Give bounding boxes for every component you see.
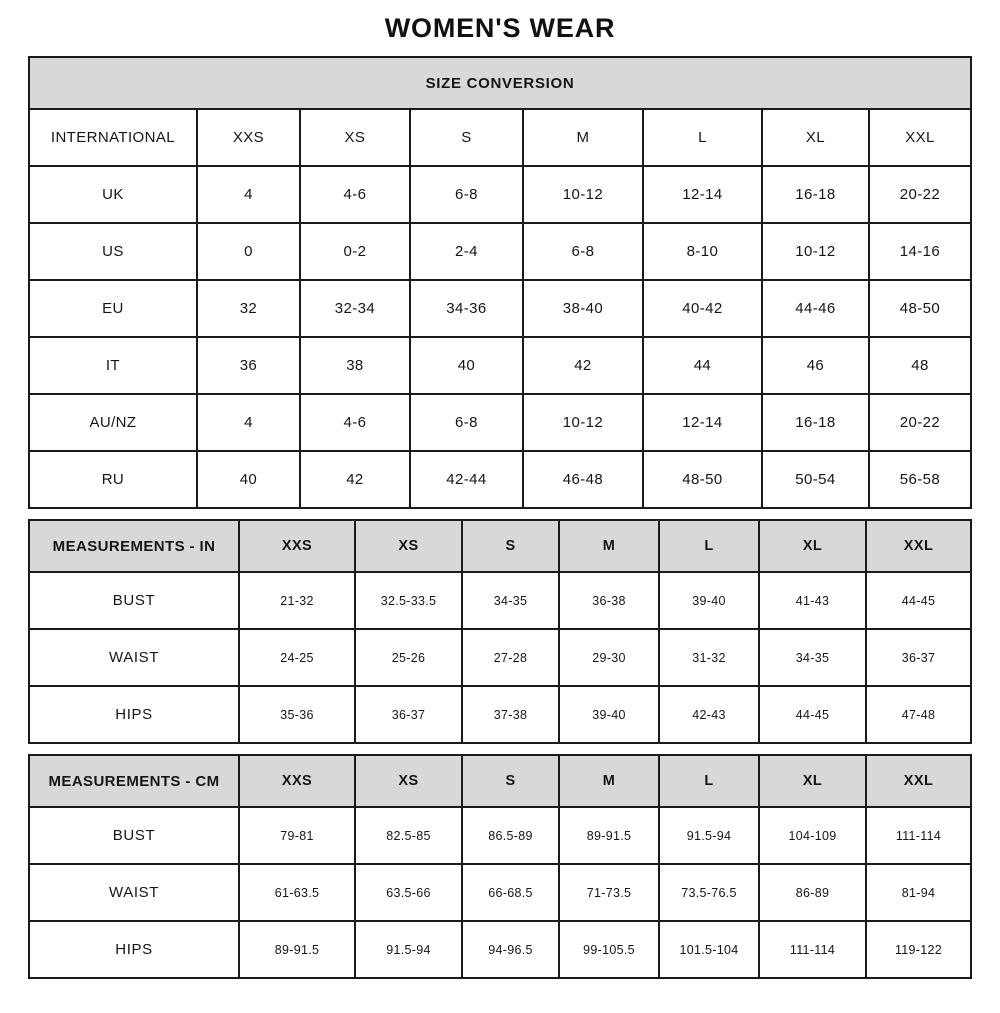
value-cell: 46-48 bbox=[523, 451, 643, 508]
value-cell: 86.5-89 bbox=[462, 807, 559, 864]
measurements-cm-table bbox=[28, 754, 972, 979]
value-cell: 4 bbox=[197, 394, 300, 451]
size-header-cell: XXS bbox=[239, 520, 355, 572]
value-cell: 8-10 bbox=[643, 223, 762, 280]
table-row bbox=[29, 807, 971, 864]
value-cell: 40 bbox=[410, 337, 523, 394]
value-cell: 10-12 bbox=[523, 166, 643, 223]
value-cell: 6-8 bbox=[523, 223, 643, 280]
value-cell: 89-91.5 bbox=[559, 807, 659, 864]
size-header-cell: XXS bbox=[197, 109, 300, 166]
table-row bbox=[29, 394, 971, 451]
size-header-cell: S bbox=[462, 520, 559, 572]
value-cell: 42 bbox=[523, 337, 643, 394]
size-header-cell: XL bbox=[759, 520, 866, 572]
row-label: WAIST bbox=[29, 629, 239, 686]
value-cell: 6-8 bbox=[410, 166, 523, 223]
row-label: HIPS bbox=[29, 921, 239, 978]
table-row bbox=[29, 57, 971, 109]
row-label: RU bbox=[29, 451, 197, 508]
value-cell: 14-16 bbox=[869, 223, 971, 280]
size-header-cell: XL bbox=[759, 755, 866, 807]
value-cell: 12-14 bbox=[643, 166, 762, 223]
value-cell: 89-91.5 bbox=[239, 921, 355, 978]
value-cell: 32-34 bbox=[300, 280, 410, 337]
value-cell: 34-35 bbox=[759, 629, 866, 686]
value-cell: 4-6 bbox=[300, 394, 410, 451]
value-cell: 4-6 bbox=[300, 166, 410, 223]
value-cell: 94-96.5 bbox=[462, 921, 559, 978]
value-cell: 21-32 bbox=[239, 572, 355, 629]
value-cell: 44-46 bbox=[762, 280, 869, 337]
value-cell: 48 bbox=[869, 337, 971, 394]
value-cell: 91.5-94 bbox=[659, 807, 759, 864]
value-cell: 47-48 bbox=[866, 686, 971, 743]
section-title: MEASUREMENTS - IN bbox=[29, 520, 239, 572]
size-header-cell: XXL bbox=[869, 109, 971, 166]
size-conversion-table bbox=[28, 56, 972, 509]
row-label: HIPS bbox=[29, 686, 239, 743]
value-cell: 39-40 bbox=[659, 572, 759, 629]
section-title: MEASUREMENTS - CM bbox=[29, 755, 239, 807]
value-cell: 71-73.5 bbox=[559, 864, 659, 921]
value-cell: 29-30 bbox=[559, 629, 659, 686]
size-header-cell: L bbox=[643, 109, 762, 166]
size-header-cell: XXS bbox=[239, 755, 355, 807]
value-cell: 10-12 bbox=[762, 223, 869, 280]
row-label: BUST bbox=[29, 807, 239, 864]
value-cell: 119-122 bbox=[866, 921, 971, 978]
row-label: BUST bbox=[29, 572, 239, 629]
value-cell: 48-50 bbox=[869, 280, 971, 337]
size-header-cell: M bbox=[559, 520, 659, 572]
value-cell: 42-43 bbox=[659, 686, 759, 743]
value-cell: 2-4 bbox=[410, 223, 523, 280]
value-cell: 4 bbox=[197, 166, 300, 223]
value-cell: 20-22 bbox=[869, 166, 971, 223]
table-row bbox=[29, 572, 971, 629]
value-cell: 20-22 bbox=[869, 394, 971, 451]
table-row bbox=[29, 629, 971, 686]
measurements-in-table bbox=[28, 519, 972, 744]
table-row bbox=[29, 755, 971, 807]
size-header-cell: XS bbox=[300, 109, 410, 166]
value-cell: 40 bbox=[197, 451, 300, 508]
value-cell: 36-38 bbox=[559, 572, 659, 629]
row-label: INTERNATIONAL bbox=[29, 109, 197, 166]
value-cell: 44-45 bbox=[866, 572, 971, 629]
value-cell: 0-2 bbox=[300, 223, 410, 280]
value-cell: 101.5-104 bbox=[659, 921, 759, 978]
value-cell: 111-114 bbox=[866, 807, 971, 864]
size-header-cell: M bbox=[523, 109, 643, 166]
value-cell: 82.5-85 bbox=[355, 807, 462, 864]
value-cell: 36-37 bbox=[355, 686, 462, 743]
size-header-cell: L bbox=[659, 520, 759, 572]
size-header-cell: S bbox=[462, 755, 559, 807]
value-cell: 86-89 bbox=[759, 864, 866, 921]
value-cell: 79-81 bbox=[239, 807, 355, 864]
size-header-cell: XS bbox=[355, 520, 462, 572]
table-row bbox=[29, 520, 971, 572]
value-cell: 56-58 bbox=[869, 451, 971, 508]
value-cell: 34-36 bbox=[410, 280, 523, 337]
value-cell: 32 bbox=[197, 280, 300, 337]
value-cell: 38-40 bbox=[523, 280, 643, 337]
section-title: SIZE CONVERSION bbox=[29, 57, 971, 109]
value-cell: 16-18 bbox=[762, 394, 869, 451]
value-cell: 81-94 bbox=[866, 864, 971, 921]
value-cell: 91.5-94 bbox=[355, 921, 462, 978]
table-row bbox=[29, 686, 971, 743]
value-cell: 42-44 bbox=[410, 451, 523, 508]
value-cell: 41-43 bbox=[759, 572, 866, 629]
size-chart-page bbox=[0, 13, 1000, 979]
size-header-cell: S bbox=[410, 109, 523, 166]
value-cell: 34-35 bbox=[462, 572, 559, 629]
size-header-cell: XXL bbox=[866, 520, 971, 572]
value-cell: 46 bbox=[762, 337, 869, 394]
table-row bbox=[29, 109, 971, 166]
value-cell: 0 bbox=[197, 223, 300, 280]
size-header-cell: M bbox=[559, 755, 659, 807]
value-cell: 61-63.5 bbox=[239, 864, 355, 921]
table-row bbox=[29, 280, 971, 337]
value-cell: 37-38 bbox=[462, 686, 559, 743]
value-cell: 50-54 bbox=[762, 451, 869, 508]
value-cell: 12-14 bbox=[643, 394, 762, 451]
row-label: AU/NZ bbox=[29, 394, 197, 451]
value-cell: 44-45 bbox=[759, 686, 866, 743]
value-cell: 42 bbox=[300, 451, 410, 508]
row-label: IT bbox=[29, 337, 197, 394]
row-label: WAIST bbox=[29, 864, 239, 921]
value-cell: 27-28 bbox=[462, 629, 559, 686]
value-cell: 25-26 bbox=[355, 629, 462, 686]
row-label: EU bbox=[29, 280, 197, 337]
value-cell: 24-25 bbox=[239, 629, 355, 686]
table-row bbox=[29, 864, 971, 921]
table-row bbox=[29, 223, 971, 280]
value-cell: 32.5-33.5 bbox=[355, 572, 462, 629]
value-cell: 73.5-76.5 bbox=[659, 864, 759, 921]
page-title: WOMEN'S WEAR bbox=[384, 13, 616, 43]
value-cell: 31-32 bbox=[659, 629, 759, 686]
value-cell: 66-68.5 bbox=[462, 864, 559, 921]
value-cell: 16-18 bbox=[762, 166, 869, 223]
value-cell: 6-8 bbox=[410, 394, 523, 451]
value-cell: 35-36 bbox=[239, 686, 355, 743]
value-cell: 48-50 bbox=[643, 451, 762, 508]
value-cell: 39-40 bbox=[559, 686, 659, 743]
value-cell: 63.5-66 bbox=[355, 864, 462, 921]
value-cell: 10-12 bbox=[523, 394, 643, 451]
size-header-cell: L bbox=[659, 755, 759, 807]
size-header-cell: XXL bbox=[866, 755, 971, 807]
value-cell: 38 bbox=[300, 337, 410, 394]
row-label: UK bbox=[29, 166, 197, 223]
table-row bbox=[29, 337, 971, 394]
value-cell: 111-114 bbox=[759, 921, 866, 978]
value-cell: 99-105.5 bbox=[559, 921, 659, 978]
value-cell: 40-42 bbox=[643, 280, 762, 337]
size-header-cell: XL bbox=[762, 109, 869, 166]
table-row bbox=[29, 166, 971, 223]
value-cell: 36 bbox=[197, 337, 300, 394]
value-cell: 36-37 bbox=[866, 629, 971, 686]
value-cell: 104-109 bbox=[759, 807, 866, 864]
row-label: US bbox=[29, 223, 197, 280]
size-header-cell: XS bbox=[355, 755, 462, 807]
table-row bbox=[29, 921, 971, 978]
value-cell: 44 bbox=[643, 337, 762, 394]
table-row bbox=[29, 451, 971, 508]
